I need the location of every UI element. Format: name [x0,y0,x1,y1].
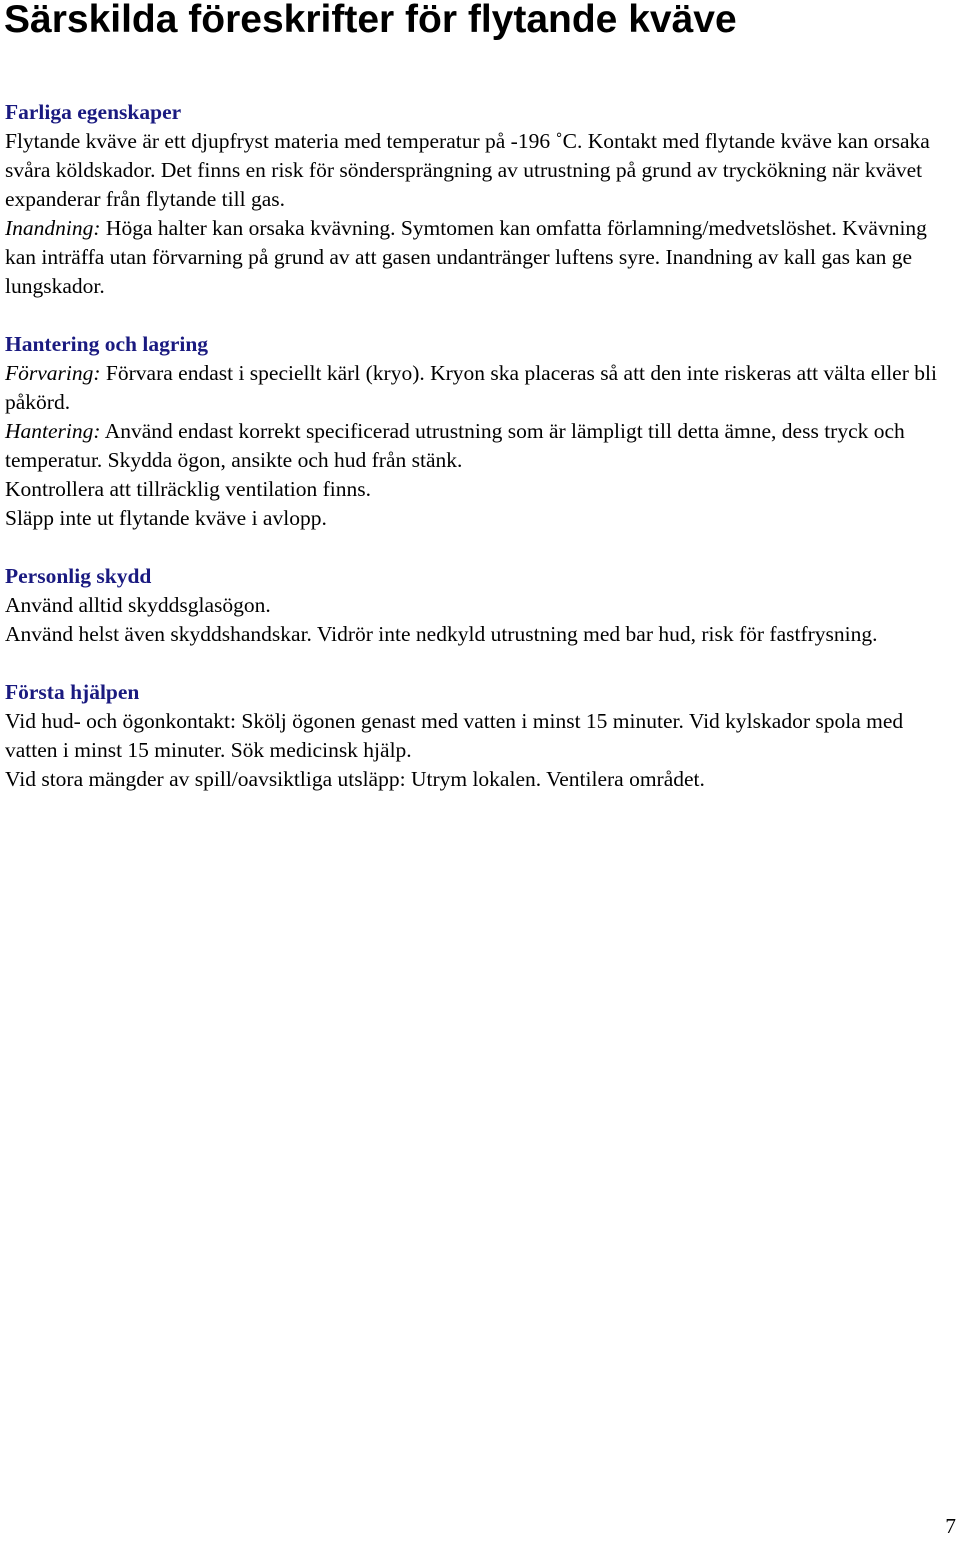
goggles-paragraph: Använd alltid skyddsglasögon. [5,593,271,617]
section-heading-hazards: Farliga egenskaper [5,100,182,124]
section-heading-first-aid: Första hjälpen [5,680,140,704]
handling-paragraph [5,417,953,475]
storage-label: Förvaring: [5,361,101,385]
skin-eye-contact-paragraph: Vid hud- och ögonkontakt: Skölj ögonen genast med vatten i minst 15 minuter. Vid kylskador spola med vatten i minst 15 minuter. Sök medicinsk hjälp. [5,709,904,762]
storage-paragraph [5,359,953,417]
hazards-inhalation-paragraph [5,214,953,301]
gloves-paragraph: Använd helst även skyddshandskar. Vidrör inte nedkyld utrustning med bar hud, risk för fastfrysning. [5,622,878,646]
page-number: 7 [945,1514,956,1538]
handling-label: Hantering: [5,419,101,443]
section-heading-handling: Hantering och lagring [5,332,209,356]
section-hazards [5,98,953,301]
page-title: Särskilda föreskrifter för flytande kväve [4,0,737,41]
section-heading-protection: Personlig skydd [5,564,152,588]
document-body [5,98,953,823]
storage-text: Förvara endast i speciellt kärl (kryo). Kryon ska placeras så att den inte riskeras att välta eller bli påkörd. [5,361,937,414]
drain-paragraph: Släpp inte ut flytande kväve i avlopp. [5,506,327,530]
spill-paragraph: Vid stora mängder av spill/oavsiktliga utsläpp: Utrym lokalen. Ventilera området. [5,767,705,791]
ventilation-paragraph: Kontrollera att tillräcklig ventilation finns. [5,477,372,501]
section-first-aid [5,678,953,794]
section-protection [5,562,953,649]
handling-text: Använd endast korrekt specificerad utrustning som är lämpligt till detta ämne, dess tryck och temperatur. Skydda ögon, ansikte och hud från stänk. [5,419,905,472]
section-handling [5,330,953,533]
inhalation-text: Höga halter kan orsaka kvävning. Symtomen kan omfatta förlamning/medvetslöshet. Kvävning kan inträffa utan förvarning på grund av att gasen undantränger luftens syre. Inandning av kall gas kan ge lungskador. [5,216,927,298]
hazards-paragraph: Flytande kväve är ett djupfryst materia med temperatur på -196 ˚C. Kontakt med flytande kväve kan orsaka svåra köldskador. Det finns en risk för söndersprängning av utrustning på grund av tryckökning när kvävet expanderar från flytande till gas. [5,129,930,211]
inhalation-label: Inandning: [5,216,101,240]
